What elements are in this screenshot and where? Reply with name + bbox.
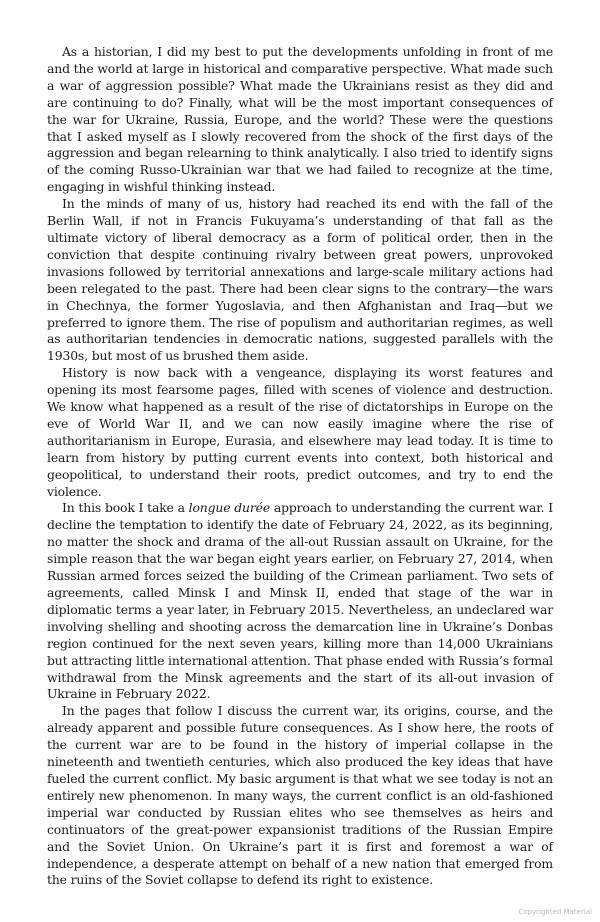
paragraph-4-emphasis: longue durée bbox=[188, 500, 271, 516]
paragraph-1: As a historian, I did my best to put the developments unfolding in front of me and the world at large in historical and comparative perspective. What made such a war of aggression possible? What made the Ukrainians resist as they did and are continuing to do? Finally, what will be the most important consequences of the war for Ukraine, Russia, Europe, and the world? These were the questions that I asked myself as I slowly recovered from the shock of the first days of the aggression and began relearning to think analytically. I also tried to identify signs of the coming Russo-Ukrainian war that we had failed to recognize at the time, engaging in wishful thinking instead. bbox=[47, 44, 553, 195]
page-body bbox=[47, 44, 553, 889]
copyright-watermark: Copyrighted Material bbox=[518, 908, 592, 916]
paragraph-4 bbox=[47, 500, 553, 703]
paragraph-4-after: approach to understanding the current war. I decline the temptation to identify the date of February 24, 2022, as its beginning, no matter the shock and drama of the all-out Russian assault on Ukraine, for the simple reason that the war began eight years earlier, on February 27, 2014, when Russian armed forces seized the building of the Crimean parliament. Two sets of agreements, called Minsk I and Minsk II, ended that stage of the war in diplomatic terms a year later, in February 2015. Nevertheless, an undeclared war involving shelling and shooting across the demarcation line in Ukraine’s Donbas region continued for the next seven years, killing more than 14,000 Ukrainians but attracting little international attention. That phase ended with Russia’s formal withdrawal from the Minsk agreements and the start of its all-out invasion of Ukraine in February 2022. bbox=[47, 500, 553, 702]
paragraph-4-before: In this book I take a bbox=[62, 500, 189, 516]
paragraph-3: History is now back with a vengeance, displaying its worst features and opening its most fearsome pages, filled with scenes of violence and destruction. We know what happened as a result of the rise of dictatorships in Europe on the eve of World War II, and we can now easily imagine where the rise of authoritarianism in Europe, Eurasia, and elsewhere may lead today. It is time to learn from history by putting current events into context, both historical and geopolitical, to understand their roots, predict outcomes, and try to end the violence. bbox=[47, 365, 553, 499]
paragraph-2: In the minds of many of us, history had reached its end with the fall of the Berlin Wall, if not in Francis Fukuyama’s understanding of that fall as the ultimate victory of liberal democracy as a form of political order, then in the conviction that despite continuing rivalry between great powers, unprovoked invasions followed by territorial annexations and large-scale military actions had been relegated to the past. There had been clear signs to the contrary—the wars in Chechnya, the former Yugoslavia, and then Afghanistan and Iraq—but we preferred to ignore them. The rise of populism and authoritarian regimes, as well as authoritarian tendencies in democratic nations, suggested parallels with the 1930s, but most of us brushed them aside. bbox=[47, 196, 553, 364]
paragraph-5: In the pages that follow I discuss the current war, its origins, course, and the already apparent and possible future consequences. As I show here, the roots of the current war are to be found in the history of imperial collapse in the nineteenth and twentieth centuries, which also produced the key ideas that have fueled the current conflict. My basic argument is that what we see today is not an entirely new phenomenon. In many ways, the current conflict is an old-fashioned imperial war conducted by Russian elites who see themselves as heirs and continuators of the great-power expansionist traditions of the Russian Empire and the Soviet Union. On Ukraine’s part it is first and foremost a war of independence, a desperate attempt on behalf of a new nation that emerged from the ruins of the Soviet collapse to defend its right to existence. bbox=[47, 703, 553, 888]
